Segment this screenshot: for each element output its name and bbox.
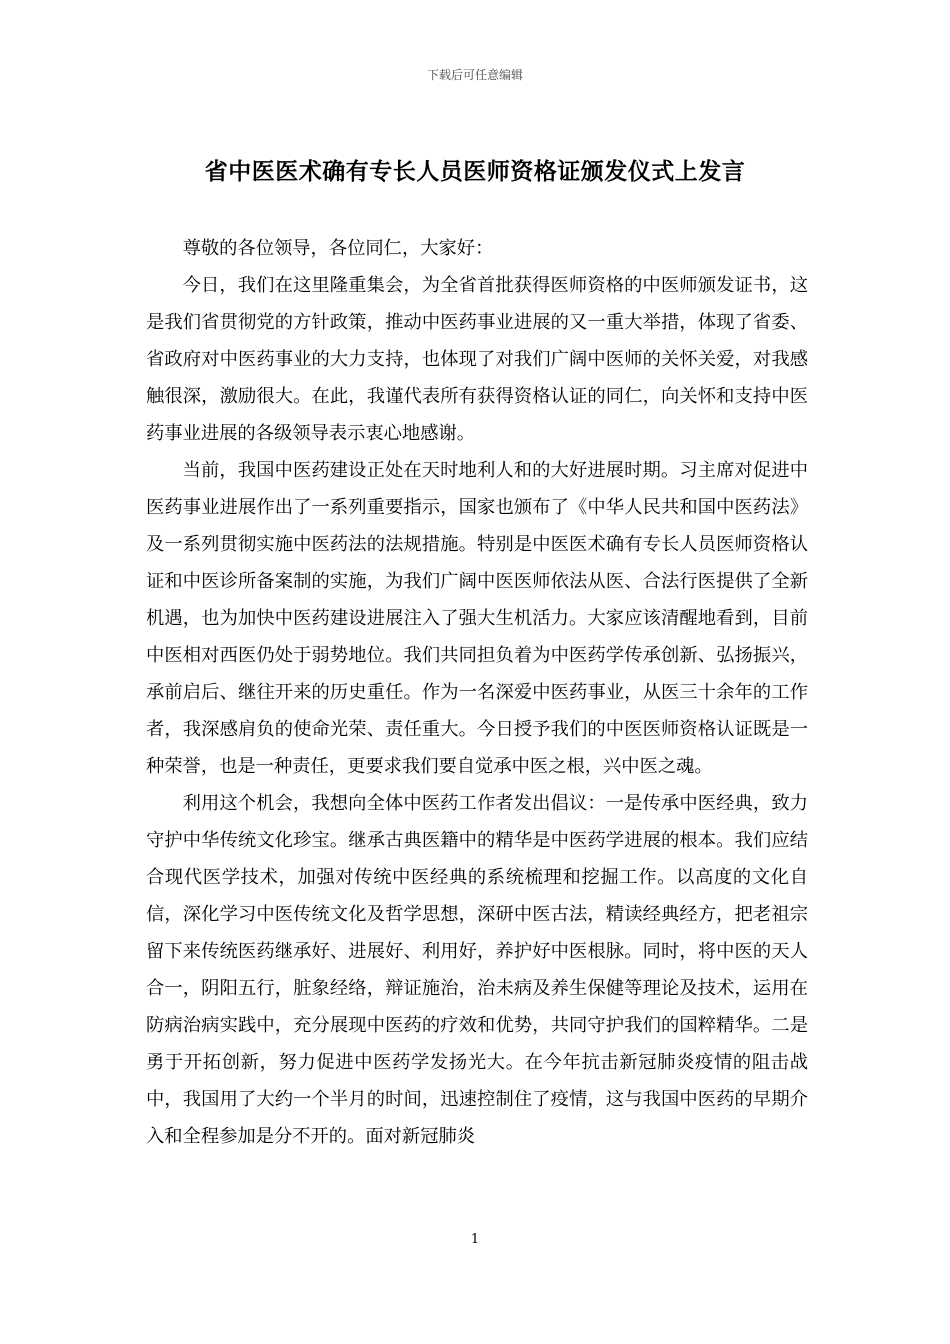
body-paragraph: 利用这个机会，我想向全体中医药工作者发出倡议：一是传承中医经典，致力守护中华传统文化珍宝。继承古典医籍中的精华是中医药学进展的根本。我们应结合现代医学技术，加强对传统中医经典的系统梳理和挖掘工作。以高度的文化自信，深化学习中医传统文化及哲学思想，深研中医古法，精读经典经方，把老祖宗留下来传统医药继承好、进展好、利用好，养护好中医根脉。同时，将中医的天人合一，阴阳五行，脏象经络，辩证施治，治未病及养生保健等理论及技术，运用在防病治病实践中，充分展现中医药的疗效和优势，共同守护我们的国粹精华。二是勇于开拓创新，努力促进中医药学发扬光大。在今年抗击新冠肺炎疫情的阻击战中，我国用了大约一个半月的时间，迅速控制住了疫情，这与我国中医药的早期介入和全程参加是分不开的。面对新冠肺炎 xyxy=(146,793,808,1147)
greeting-paragraph: 尊敬的各位领导，各位同仁，大家好： xyxy=(182,238,494,259)
body-paragraph: 当前，我国中医药建设正处在天时地利人和的大好进展时期。习主席对促进中医药事业进展作出了一系列重要指示，国家也颁布了《中华人民共和国中医药法》及一系列贯彻实施中医药法的法规措施。特别是中医医术确有专长人员医师资格认证和中医诊所备案制的实施，为我们广阔中医医师依法从医、合法行医提供了全新机遇，也为加快中医药建设进展注入了强大生机活力。大家应该清醒地看到，目前中医相对西医仍处于弱势地位。我们共同担负着为中医药学传承创新、弘扬振兴，承前启后、继往开来的历史重任。作为一名深爱中医药事业，从医三十余年的工作者，我深感肩负的使命光荣、责任重大。今日授予我们的中医医师资格认证既是一种荣誉，也是一种责任，更要求我们要自觉承中医之根，兴中医之魂。 xyxy=(146,460,808,777)
document-title: 省中医医术确有专长人员医师资格证颁发仪式上发言 xyxy=(204,158,746,185)
page-number: 1 xyxy=(470,1232,480,1247)
header-note: 下载后可任意编辑 xyxy=(426,68,523,82)
body-paragraph: 今日，我们在这里隆重集会，为全省首批获得医师资格的中医师颁发证书，这是我们省贯彻党的方针政策，推动中医药事业进展的又一重大举措，体现了省委、省政府对中医药事业的大力支持，也体现了对我们广阔中医师的关怀关爱，对我感触很深，激励很大。在此，我谨代表所有获得资格认证的同仁，向关怀和支持中医药事业进展的各级领导表示衷心地感谢。 xyxy=(146,275,808,444)
document-body xyxy=(146,230,808,1155)
